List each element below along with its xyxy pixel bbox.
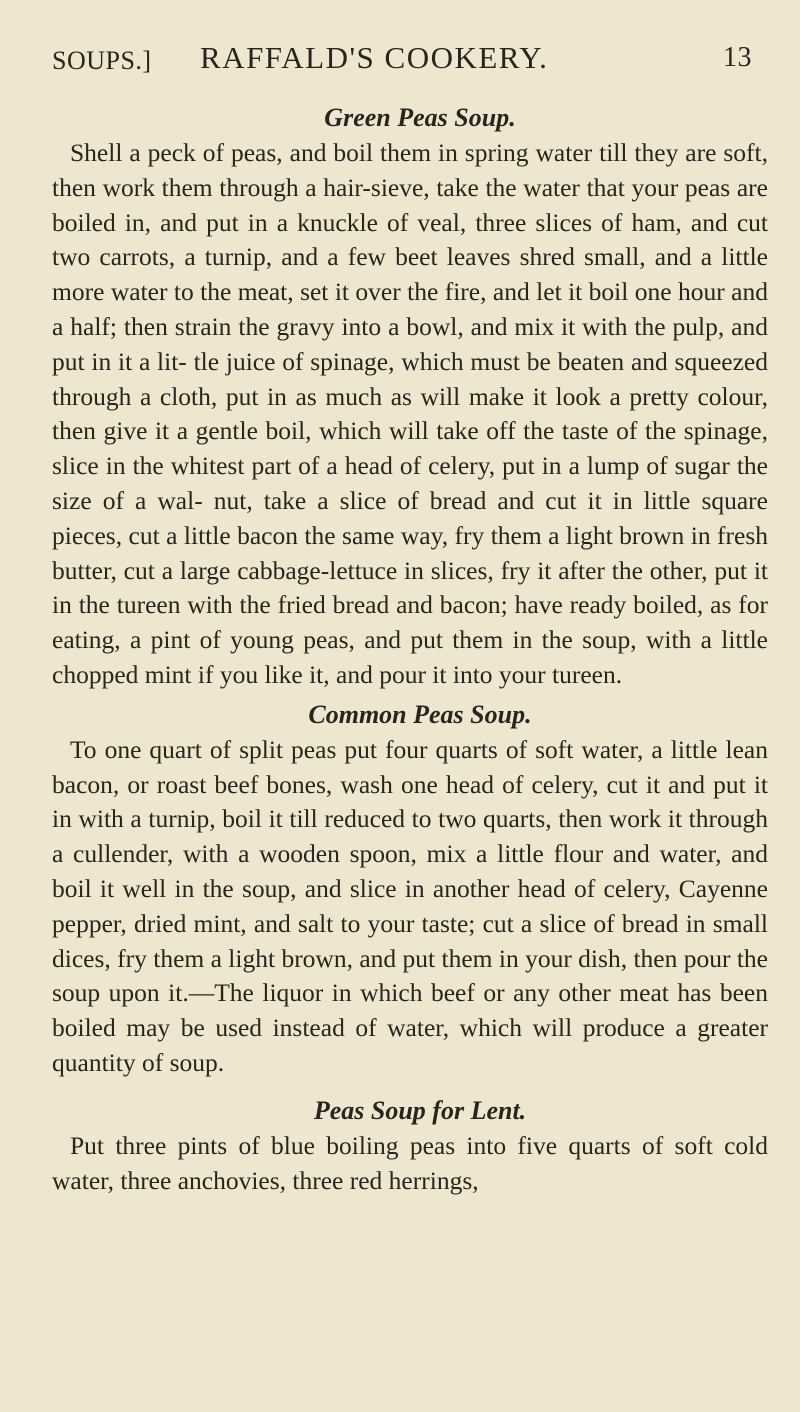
- page-number: 13: [723, 42, 752, 73]
- recipe-title-peas-soup-for-lent: Peas Soup for Lent.: [313, 1095, 527, 1125]
- recipe-body: Put three pints of blue boiling peas into five quarts of soft cold water, three anchovies, three red herrings,: [52, 1130, 768, 1195]
- book-page: [0, 40, 800, 1412]
- recipe-title-common-peas-soup: Common Peas Soup.: [308, 699, 532, 729]
- section-label: SOUPS.]: [52, 46, 152, 75]
- recipe-title-green-peas-soup: Green Peas Soup.: [324, 103, 516, 132]
- book-title: RAFFALD'S COOKERY.: [200, 40, 549, 75]
- recipe-text-peas-soup-for-lent: [52, 1129, 768, 1199]
- running-head: [52, 40, 768, 98]
- recipe-body: To one quart of split peas put four quarts of soft water, a little lean bacon, or roast beef bones, wash one head of celery, cut it and put it in with a turnip, boil it till reduced to two quarts, then work it through a cullender, with a wooden spoon, mix a little flour and water, and boil it well in the soup, and slice in another head of celery, Cayenne pepper, dried mint, and salt to your taste; cut a slice of bread in small dices, fry them a light brown, and put them in your dish, then pour the soup upon it.—The liquor in which beef or any other meat has been boiled may be used instead of water, which will produce a greater quantity of soup.: [52, 734, 768, 1077]
- recipe-text-green-peas-soup: [52, 136, 768, 693]
- recipe-body: Shell a peck of peas, and boil them in spring water till they are soft, then work them through a hair-sieve, take the water that your peas are boiled in, and put in a knuckle of veal, three slices of ham, and cut two carrots, a turnip, and a few beet leaves shred small, and a little more water to the meat, set it over the fire, and let it boil one hour and a half; then strain the gravy into a bowl, and mix it with the pulp, and put in it a lit- tle juice of spinage, which must be beaten and squeezed through a cloth, put in as much as will make it look a pretty colour, then give it a gentle boil, which will take off the taste of the spinage, slice in the whitest part of a head of celery, put in a lump of sugar the size of a wal- nut, take a slice of bread and cut it in little square pieces, cut a little bacon the same way, fry them a light brown in fresh butter, cut a large cabbage-lettuce in slices, fry it after the other, put it in the tureen with the fried bread and bacon; have ready boiled, as for eating, a pint of young peas, and put them in the soup, with a little chopped mint if you like it, and pour it into your tureen.: [52, 138, 768, 689]
- recipe-text-common-peas-soup: [52, 733, 768, 1081]
